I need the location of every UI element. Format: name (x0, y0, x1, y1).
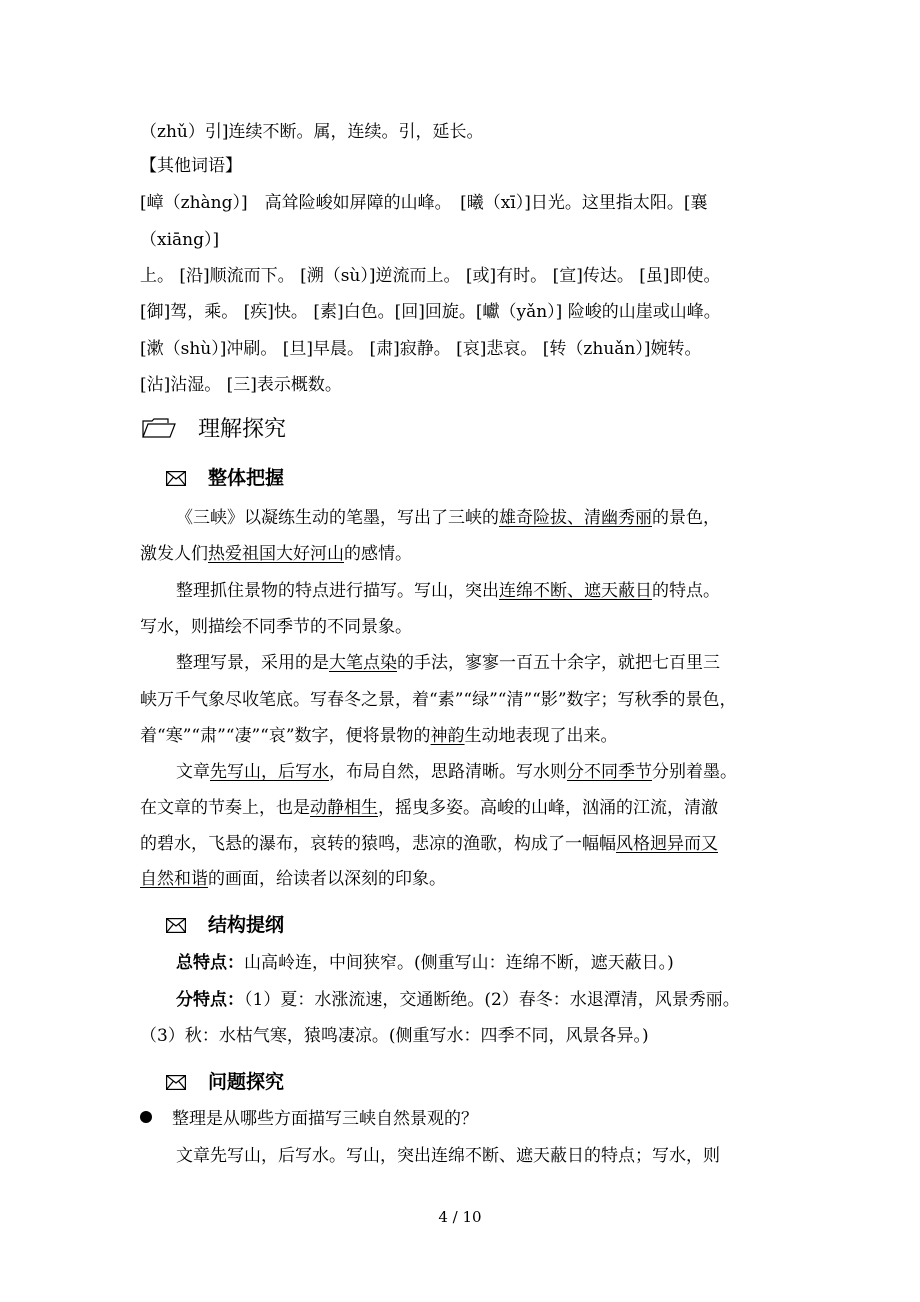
answer-1: 文章先写山，后写水。写山，突出连绵不断、遮天蔽日的特点；写水，则 (176, 1146, 720, 1166)
overall-p3: 整理写景，采用的是大笔点染的手法，寥寥一百五十余字，就把七百里三 (176, 653, 720, 673)
overall-p3b: 峡万千气象尽收笔底。写春冬之景，着“素”“绿”“清”“影”数字；写秋季的景色， (140, 690, 737, 710)
overall-p3c: 着“寒”“肃”“凄”“哀”数字，便将景物的神韵生动地表现了出来。 (140, 726, 618, 746)
outline-total: 总特点：山高岭连，中间狭窄。(侧重写山：连绵不断，遮天蔽日。) (176, 953, 674, 973)
overall-p4d: 自然和谐的画面，给读者以深刻的印象。 (140, 869, 446, 889)
outline-heading (166, 910, 284, 937)
envelope-icon (166, 916, 186, 931)
question-1: 整理是从哪些方面描写三峡自然景观的？ (140, 1108, 478, 1130)
questions-title: 问题探究 (208, 1071, 285, 1093)
note-line-4: 上。 [沿]顺流而下。 [溯（sù）]逆流而上。 [或]有时。 [宣]传达。 [虽]即使。 (140, 266, 721, 286)
envelope-icon (166, 1073, 186, 1088)
envelope-icon (166, 469, 186, 484)
page-number: 4 / 10 (438, 1208, 482, 1226)
underlined-phrase: 雄奇险拔、清幽秀丽 (499, 508, 652, 528)
outline-part-2: （3）秋：水枯气寒，猿鸣凄凉。(侧重写水：四季不同，风景各异。) (140, 1026, 649, 1046)
overall-p1: 《三峡》以凝练生动的笔墨，写出了三峡的雄奇险拔、清幽秀丽的景色， (176, 508, 720, 528)
overall-p2b: 写水，则描绘不同季节的不同景象。 (140, 617, 412, 637)
questions-heading (166, 1067, 284, 1094)
note-line-3: （xiāng）] (140, 230, 220, 250)
section-heading (142, 412, 286, 443)
section-title: 理解探究 (198, 417, 287, 442)
overall-p1b: 激发人们热爱祖国大好河山的感情。 (140, 544, 412, 564)
overall-p4: 文章先写山，后写水，布局自然，思路清晰。写水则分不同季节分别着墨。 (176, 762, 737, 782)
overall-p4b: 在文章的节奏上，也是动静相生，摇曳多姿。高峻的山峰，汹涌的江流，清澈 (140, 798, 718, 818)
bullet-icon (140, 1111, 152, 1123)
note-line-2: [嶂（zhàng）] 高耸险峻如屏障的山峰。 [曦（xī）]日光。这里指太阳。[襄 (140, 193, 708, 213)
underlined-phrase: 连绵不断、遮天蔽日 (499, 581, 652, 601)
note-line-5: [御]驾，乘。 [疾]快。 [素]白色。[回]回旋。[巘（yǎn）] 险峻的山崖或山峰。 (140, 302, 721, 322)
underlined-phrase: 热爱祖国大好河山 (208, 544, 344, 564)
overall-p4c: 的碧水，飞悬的瀑布，哀转的猿鸣，悲凉的渔歌，构成了一幅幅风格迥异而又 (140, 834, 718, 854)
underlined-phrase: 大笔点染 (329, 653, 397, 673)
note-line-1: （zhǔ）引]连续不断。属，连续。引，延长。 (140, 122, 484, 142)
part-label: 分特点： (176, 990, 244, 1010)
underlined-phrase: 动静相生 (310, 798, 378, 818)
underlined-phrase: 自然和谐 (140, 869, 208, 889)
other-words-title: 【其他词语】 (140, 156, 242, 176)
underlined-phrase: 分不同季节 (567, 762, 652, 782)
overall-heading (166, 463, 284, 490)
note-line-7: [沾]沾湿。 [三]表示概数。 (140, 375, 342, 395)
outline-part: 分特点：（1）夏：水涨流速，交通断绝。(2）春冬：水退潭清，风景秀丽。 (176, 990, 740, 1010)
overall-title: 整体把握 (208, 467, 285, 489)
overall-p2: 整理抓住景物的特点进行描写。写山，突出连绵不断、遮天蔽日的特点。 (176, 581, 720, 601)
underlined-phrase: 先写山，后写水 (210, 762, 329, 782)
folder-icon (142, 418, 176, 438)
outline-title: 结构提纲 (208, 914, 285, 936)
note-line-6: [漱（shù）]冲刷。 [旦]早晨。 [肃]寂静。 [哀]悲哀。 [转（zhuǎn）]婉转。 (140, 339, 702, 359)
underlined-phrase: 风格迥异而又 (616, 834, 718, 854)
underlined-phrase: 神韵 (430, 726, 465, 746)
total-label: 总特点： (176, 953, 244, 973)
